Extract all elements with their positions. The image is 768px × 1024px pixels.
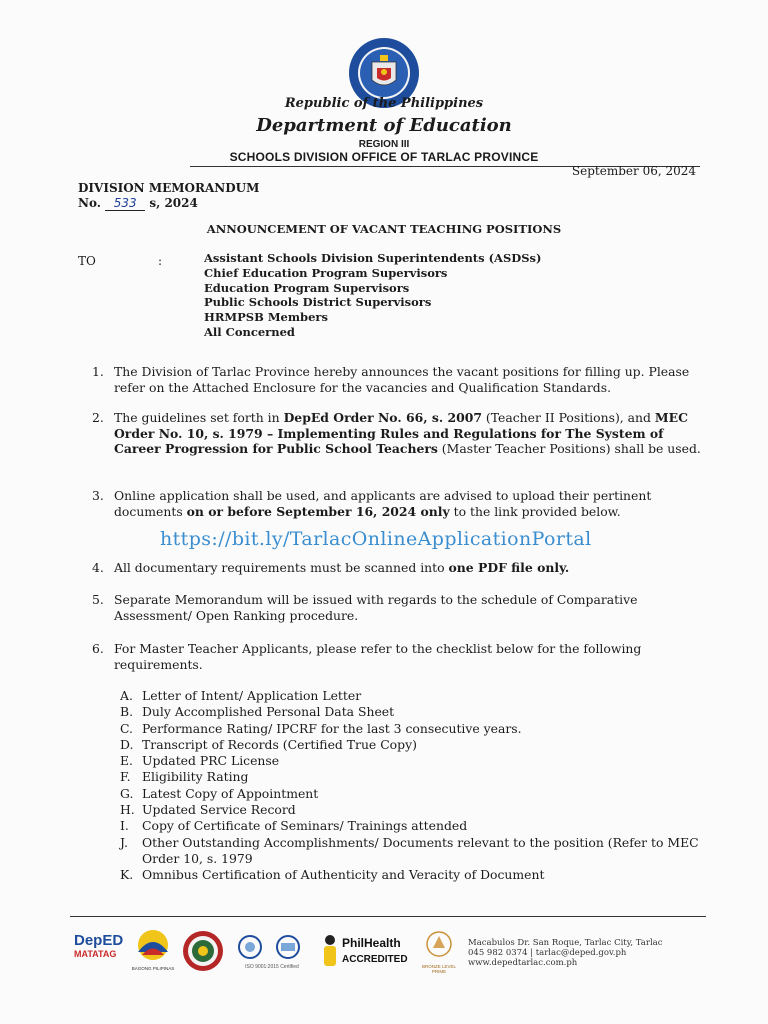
pdf-requirement: one PDF file only. (448, 560, 570, 575)
division-seal-icon (182, 930, 224, 972)
item-letter: J. (120, 834, 128, 850)
paragraph-4 (92, 560, 708, 576)
philhealth-text: PhilHealth (342, 936, 401, 950)
republic-heading: Republic of the Philippines (284, 96, 484, 111)
paragraph-number: 6. (92, 641, 104, 656)
checklist-item (120, 802, 710, 818)
item-letter: I. (120, 818, 129, 834)
item-text: Updated Service Record (142, 802, 296, 818)
contact-line: 045 982 0374 | tarlac@deped.gov.ph (468, 948, 627, 958)
text-run: (Master Teacher Positions) shall be used. (437, 441, 701, 456)
item-text: Copy of Certificate of Seminars/ Trainings attended (142, 818, 468, 834)
paragraph-text (114, 560, 708, 576)
checklist-item (120, 786, 710, 802)
philhealth-accredited-text: ACCREDITED (342, 954, 408, 965)
memo-no-prefix: No. (78, 196, 101, 210)
recipient: HRMPSB Members (204, 310, 328, 325)
memo-series: s, 2024 (149, 196, 198, 210)
iso-certification-logo (232, 934, 312, 974)
website-link[interactable]: www.depedtarlac.com.ph (468, 958, 578, 968)
application-portal-link[interactable]: https://bit.ly/TarlacOnlineApplicationPortal (160, 528, 592, 550)
paragraph-number: 2. (92, 410, 104, 425)
item-text: Duly Accomplished Personal Data Sheet (142, 704, 395, 720)
memo-number: 533 (105, 196, 145, 211)
paragraph-text: Separate Memorandum will be issued with regards to the schedule of Comparative Assessment/ Open Ranking procedure. (114, 592, 638, 623)
checklist-item (120, 818, 710, 834)
bagong-pilipinas-logo (130, 928, 176, 972)
memo-number-line (78, 196, 198, 211)
paragraph-text: For Master Teacher Applicants, please refer to the checklist below for the following requirements. (114, 641, 642, 672)
checklist-item (120, 835, 710, 868)
text-run: to the link provided below. (449, 503, 621, 519)
paragraph-text: The Division of Tarlac Province hereby announces the vacant positions for filling up. Please refer on the Attached Enclosure for the vacancies and Qualification Standards. (114, 364, 690, 395)
item-letter: H. (120, 802, 135, 818)
deadline: on or before September 16, 2024 only (186, 503, 450, 519)
department-heading: Department of Education (256, 115, 512, 136)
checklist-item (120, 753, 710, 769)
checklist-item (120, 769, 710, 785)
paragraph-3 (92, 488, 708, 519)
footer-divider (70, 916, 706, 917)
office-heading: SCHOOLS DIVISION OFFICE OF TARLAC PROVINCE (229, 150, 539, 164)
paragraph-5 (92, 592, 708, 623)
item-text: Letter of Intent/ Application Letter (142, 688, 362, 703)
deped-order-ref: DepEd Order No. 66, s. 2007 (283, 410, 482, 425)
to-colon: : (158, 254, 163, 268)
prime-text: BRONZE LEVEL PRIME (421, 964, 456, 974)
item-letter: D. (120, 736, 134, 752)
recipient-list (204, 251, 541, 340)
item-text: Updated PRC License (142, 753, 280, 769)
prime-hrm-logo (420, 930, 458, 972)
paragraph-2 (92, 410, 708, 457)
address-line: Macabulos Dr. San Roque, Tarlac City, Tarlac (468, 938, 663, 948)
philhealth-logo (320, 934, 410, 970)
item-letter: E. (120, 753, 133, 769)
text-run: The guidelines set forth in (114, 410, 284, 425)
item-text: Omnibus Certification of Authenticity and Veracity of Document (142, 867, 545, 883)
philhealth-figure-icon (320, 934, 340, 968)
memo-date: September 06, 2024 (571, 164, 696, 178)
text-run: All documentary requirements must be scanned into (114, 560, 449, 575)
recipient: Public Schools District Supervisors (204, 295, 432, 310)
deped-logo-text: DepED (74, 932, 124, 949)
iso-text: ISO 9001:2015 Certified (245, 964, 299, 970)
item-text: Latest Copy of Appointment (142, 785, 319, 801)
text-run: Online application shall be used, and applicants are advised to upload their pertinent documents (114, 488, 652, 519)
checklist-item (120, 721, 710, 737)
bagong-pilipinas-icon (130, 928, 176, 962)
recipient: Assistant Schools Division Superintendents (ASDSs) (204, 251, 542, 265)
paragraph-number: 4. (92, 560, 104, 575)
region-heading: REGION III (358, 139, 410, 150)
memo-label: DIVISION MEMORANDUM (78, 181, 260, 195)
matatag-text: MATATAG (74, 949, 117, 959)
item-letter: F. (120, 769, 131, 785)
checklist-item (120, 704, 710, 720)
item-text: Other Outstanding Accomplishments/ Documents relevant to the position (Refer to MEC Order 10, s. 1979 (142, 834, 699, 866)
recipient: Education Program Supervisors (204, 280, 410, 295)
checklist-item (120, 688, 710, 704)
memo-title: ANNOUNCEMENT OF VACANT TEACHING POSITIONS (206, 222, 562, 236)
recipient: All Concerned (204, 324, 295, 339)
item-letter: A. (120, 688, 133, 703)
prime-badge-icon (420, 930, 458, 960)
requirements-checklist (120, 688, 710, 884)
paragraph-6 (92, 641, 708, 672)
item-letter: B. (120, 704, 134, 720)
item-letter: G. (120, 785, 134, 801)
item-text: Transcript of Records (Certified True Copy) (142, 736, 417, 752)
paragraph-text (114, 410, 708, 457)
paragraph-number: 5. (92, 592, 104, 607)
to-label: TO (78, 254, 96, 268)
checklist-item (120, 867, 710, 883)
text-run: (Teacher II Positions), and (481, 410, 655, 425)
iso-badges-icon (232, 934, 312, 960)
checklist-item (120, 737, 710, 753)
item-text: Performance Rating/ IPCRF for the last 3 consecutive years. (142, 720, 522, 736)
recipient: Chief Education Program Supervisors (204, 265, 448, 280)
paragraph-1 (92, 364, 708, 395)
office-address (468, 938, 663, 968)
deped-matatag-logo (74, 932, 124, 970)
item-letter: C. (120, 720, 133, 736)
paragraph-number: 3. (92, 488, 104, 503)
item-text: Eligibility Rating (142, 769, 249, 785)
item-letter: K. (120, 867, 134, 883)
paragraph-text (114, 488, 708, 519)
paragraph-number: 1. (92, 364, 104, 379)
mec-order-ref: MEC Order No. 10, s. 1979 – Implementing Rules and Regulations for The System of Career Progression for Public School Teachers (114, 410, 688, 456)
bagong-pilipinas-text: BAGONG PILIPINAS (131, 966, 175, 971)
